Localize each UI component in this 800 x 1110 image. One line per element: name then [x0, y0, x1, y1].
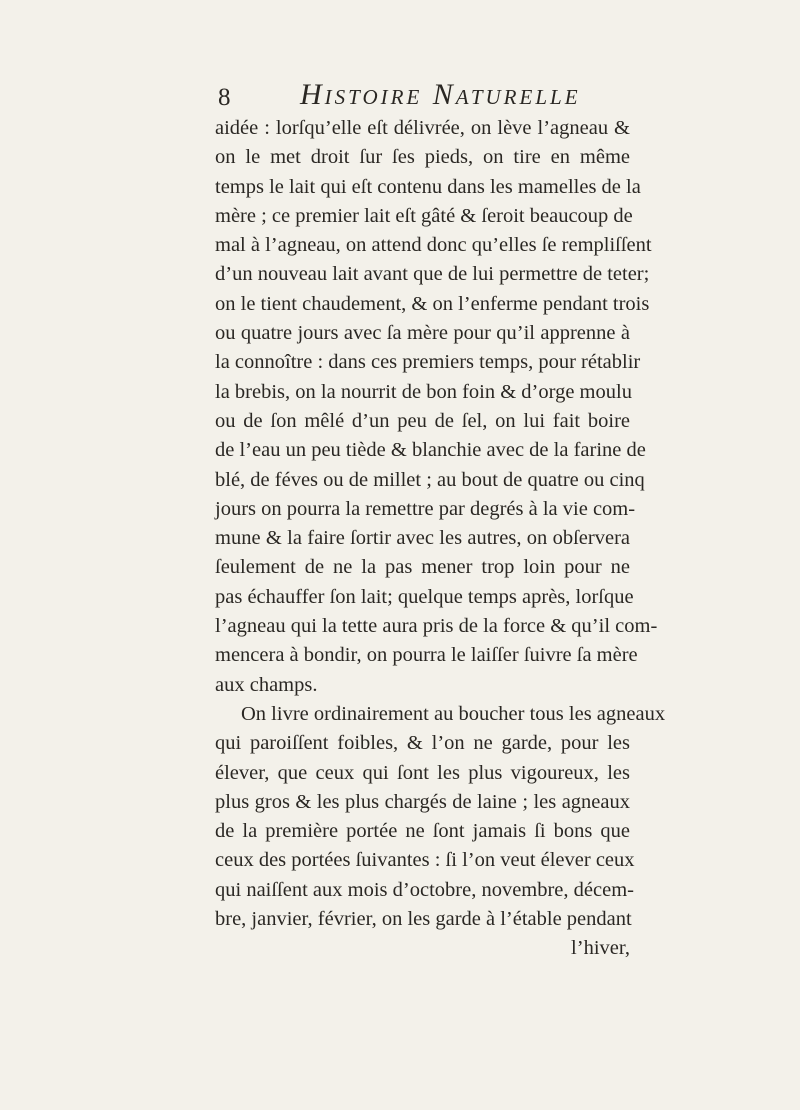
text-line: on le met droit ſur ſes pieds, on tire en même	[215, 146, 630, 169]
text-line: mencera à bondir, on pourra le laiſſer ſuivre ſa mère	[215, 644, 638, 667]
text-line: élever, que ceux qui ſont les plus vigoureux, les	[215, 761, 630, 784]
text-line: ceux des portées ſuivantes : ſi l’on veut élever ceux	[215, 849, 635, 872]
text-line: ou quatre jours avec ſa mère pour qu’il apprenne à	[215, 322, 630, 345]
text-line: l’agneau qui la tette aura pris de la force & qu’il com-	[215, 615, 658, 638]
text-line: plus gros & les plus chargés de laine ; les agneaux	[215, 790, 630, 813]
page-number: 8	[218, 84, 231, 111]
text-line: la brebis, on la nourrit de bon foin & d’orge moulu	[215, 380, 632, 403]
text-line: aidée : lorſqu’elle eſt délivrée, on lève l’agneau &	[215, 117, 630, 139]
text-line: de l’eau un peu tiède & blanchie avec de la farine de	[215, 439, 646, 462]
text-line: on le tient chaudement, & on l’enferme pendant trois	[215, 292, 650, 315]
running-title: Histoire Naturelle	[300, 78, 581, 111]
text-line: bre, janvier, février, on les garde à l’étable pendant	[215, 908, 632, 931]
text-line: de la première portée ne ſont jamais ſi bons que	[215, 820, 630, 843]
text-line: la connoître : dans ces premiers temps, pour rétablir	[215, 351, 641, 374]
text-line: d’un nouveau lait avant que de lui permettre de teter;	[215, 263, 650, 286]
text-line: mal à l’agneau, on attend donc qu’elles ſe rempliſſent	[215, 234, 652, 257]
text-line: mère ; ce premier lait eſt gâté & ſeroit beaucoup de	[215, 204, 633, 227]
body-text	[215, 114, 666, 964]
catchword: l’hiver,	[571, 937, 630, 960]
text-line: jours on pourra la remettre par degrés à la vie com-	[215, 497, 636, 520]
text-line: mune & la faire ſortir avec les autres, on obſervera	[215, 527, 630, 550]
text-line: qui naiſſent aux mois d’octobre, novembre, décem-	[215, 878, 634, 901]
paragraph-start-line: On livre ordinairement au boucher tous les agneaux	[241, 702, 666, 725]
text-line: temps le lait qui eſt contenu dans les mamelles de la	[215, 175, 641, 198]
page-header	[218, 76, 623, 116]
text-line: ſeulement de ne la pas mener trop loin pour ne	[215, 556, 630, 579]
text-line: blé, de féves ou de millet ; au bout de quatre ou cinq	[215, 468, 645, 491]
text-line: pas échauffer ſon lait; quelque temps après, lorſque	[215, 585, 634, 608]
text-line: qui paroiſſent foibles, & l’on ne garde, pour les	[215, 732, 630, 755]
text-line: ou de ſon mêlé d’un peu de ſel, on lui fait boire	[215, 409, 630, 432]
paragraph-end-line: aux champs.	[215, 673, 318, 696]
